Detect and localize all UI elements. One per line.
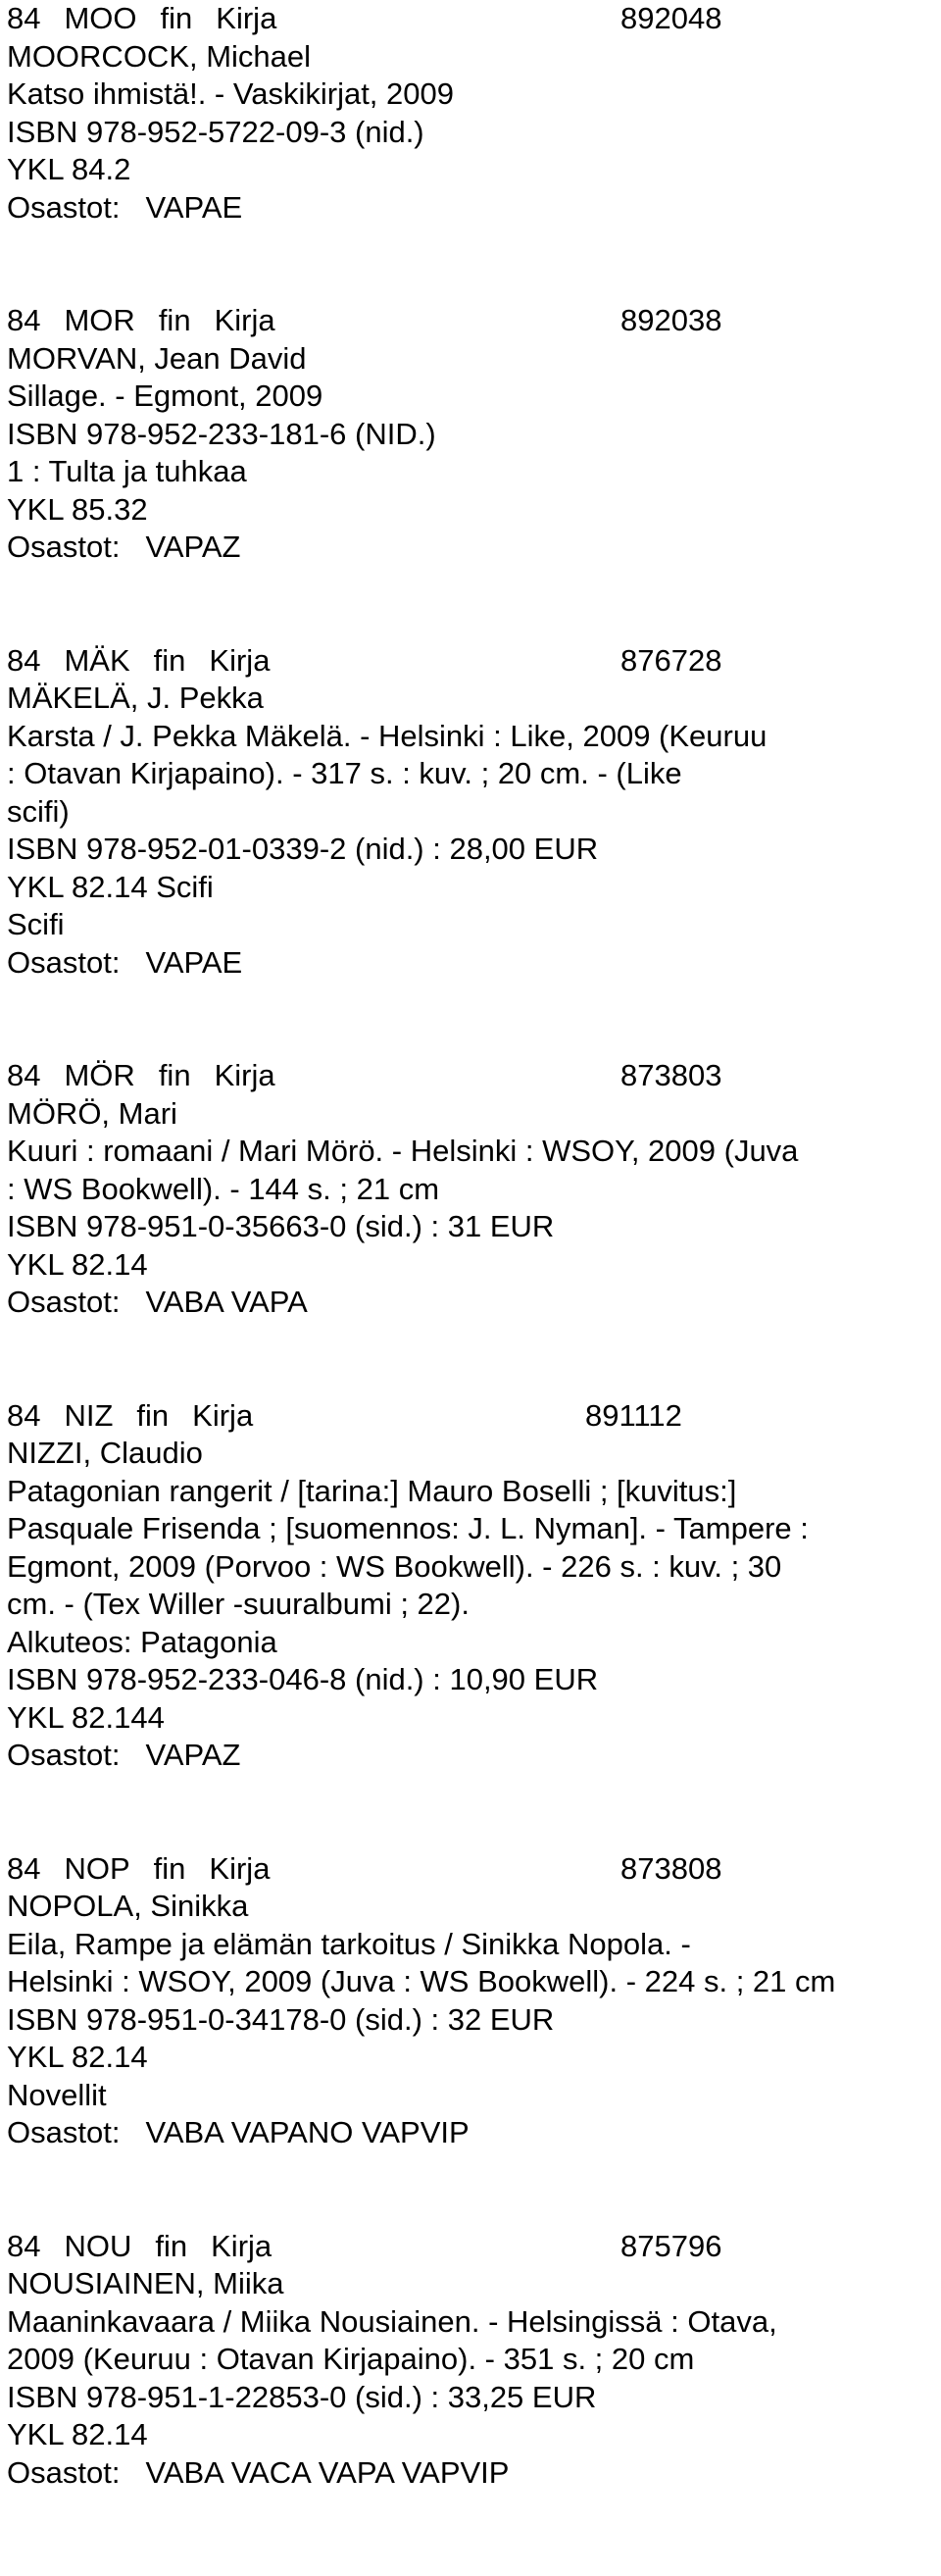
record-shelf-code: NOP xyxy=(64,1850,130,1886)
record-line: ISBN 978-952-5722-09-3 (nid.) xyxy=(7,114,424,149)
record-line: MÖRÖ, Mari xyxy=(7,1095,177,1131)
record-id: 891112 xyxy=(585,1397,682,1433)
osastot-label: Osastot: xyxy=(7,189,121,225)
record-class: 84 xyxy=(7,642,41,678)
record-class: 84 xyxy=(7,1397,41,1433)
record-line: ISBN 978-952-01-0339-2 (nid.) : 28,00 EUR xyxy=(7,832,599,866)
osastot-value: VABA VAPANO VAPVIP xyxy=(145,2115,470,2149)
record-class: 84 xyxy=(7,1058,41,1092)
record-osastot xyxy=(7,1284,938,1322)
record-line: cm. - (Tex Willer -suuralbumi ; 22). xyxy=(7,1587,470,1621)
record-header xyxy=(7,302,938,340)
catalog-record xyxy=(7,0,938,227)
record-material-type: Kirja xyxy=(216,1,277,35)
osastot-value: VAPAE xyxy=(145,944,243,980)
record-shelf-code: MOO xyxy=(64,1,137,35)
catalog-record xyxy=(7,642,938,983)
record-spacer xyxy=(7,567,938,642)
osastot-label: Osastot: xyxy=(7,2115,121,2149)
record-line: 1 : Tulta ja tuhkaa xyxy=(7,454,247,488)
record-material-type: Kirja xyxy=(211,2228,272,2263)
record-line: YKL 82.14 Scifi xyxy=(7,869,214,904)
record-shelf-code: NIZ xyxy=(64,1397,114,1433)
record-header xyxy=(7,1850,938,1889)
osastot-value: VAPAE xyxy=(145,189,243,225)
record-language: fin xyxy=(136,1397,170,1433)
record-line: scifi) xyxy=(7,793,70,829)
record-osastot xyxy=(7,529,938,567)
record-line: Katso ihmistä!. - Vaskikirjat, 2009 xyxy=(7,76,454,111)
record-line: Novellit xyxy=(7,2077,107,2112)
record-osastot xyxy=(7,1737,938,1775)
record-line: ISBN 978-951-1-22853-0 (sid.) : 33,25 EUR xyxy=(7,2379,597,2414)
record-header xyxy=(7,1057,938,1095)
record-line: YKL 82.14 xyxy=(7,1246,148,1282)
record-language: fin xyxy=(153,642,186,678)
osastot-label: Osastot: xyxy=(7,2454,121,2490)
record-shelf-code: MOR xyxy=(64,303,135,337)
osastot-value: VAPAZ xyxy=(145,530,241,564)
record-material-type: Kirja xyxy=(192,1397,254,1433)
catalog-record xyxy=(7,302,938,567)
osastot-value: VABA VACA VAPA VAPVIP xyxy=(145,2454,510,2490)
record-material-type: Kirja xyxy=(209,1850,271,1886)
record-class: 84 xyxy=(7,303,41,337)
record-id: 875796 xyxy=(620,2228,722,2263)
record-material-type: Kirja xyxy=(214,1058,275,1092)
record-line: ISBN 978-951-0-35663-0 (sid.) : 31 EUR xyxy=(7,1209,555,1243)
osastot-label: Osastot: xyxy=(7,530,121,564)
catalog-record xyxy=(7,1397,938,1775)
record-language: fin xyxy=(153,1850,186,1886)
catalog-page xyxy=(7,0,938,2492)
record-spacer xyxy=(7,982,938,1057)
record-header xyxy=(7,1397,938,1436)
record-line: Scifi xyxy=(7,907,65,941)
record-line: ISBN 978-951-0-34178-0 (sid.) : 32 EUR xyxy=(7,2001,555,2037)
record-line: YKL 84.2 xyxy=(7,152,131,186)
record-material-type: Kirja xyxy=(209,642,271,678)
record-shelf-code: NOU xyxy=(64,2228,132,2263)
record-line: YKL 82.144 xyxy=(7,1699,165,1735)
record-osastot xyxy=(7,2114,938,2152)
osastot-label: Osastot: xyxy=(7,1285,121,1319)
record-line: ISBN 978-952-233-181-6 (NID.) xyxy=(7,416,436,451)
record-line: Alkuteos: Patagonia xyxy=(7,1624,277,1659)
record-line: Egmont, 2009 (Porvoo : WS Bookwell). - 226 s. : kuv. ; 30 xyxy=(7,1548,782,1584)
record-line: NIZZI, Claudio xyxy=(7,1436,203,1470)
record-spacer xyxy=(7,1775,938,1850)
record-osastot xyxy=(7,2454,938,2493)
record-line: Pasquale Frisenda ; [suomennos: J. L. Nyman]. - Tampere : xyxy=(7,1511,809,1545)
record-line: YKL 82.14 xyxy=(7,2417,148,2451)
catalog-record xyxy=(7,1057,938,1322)
record-line: MÄKELÄ, J. Pekka xyxy=(7,681,264,715)
record-shelf-code: MÄK xyxy=(64,642,130,678)
record-id: 876728 xyxy=(620,642,722,678)
record-line: YKL 82.14 xyxy=(7,2040,148,2074)
osastot-value: VABA VAPA xyxy=(145,1285,308,1319)
record-language: fin xyxy=(160,1,193,35)
record-language: fin xyxy=(155,2228,188,2263)
record-line: Kuuri : romaani / Mari Mörö. - Helsinki : WSOY, 2009 (Juva xyxy=(7,1134,799,1168)
record-language: fin xyxy=(158,303,191,337)
record-spacer xyxy=(7,227,938,302)
record-line: : Otavan Kirjapaino). - 317 s. : kuv. ; 20 cm. - (Like xyxy=(7,756,682,790)
record-osastot xyxy=(7,189,938,227)
record-material-type: Kirja xyxy=(214,303,275,337)
record-id: 892038 xyxy=(620,303,722,337)
record-line: Eila, Rampe ja elämän tarkoitus / Sinikka Nopola. - xyxy=(7,1926,691,1961)
record-id: 892048 xyxy=(620,1,722,35)
record-line: 2009 (Keuruu : Otavan Kirjapaino). - 351 s. ; 20 cm xyxy=(7,2342,695,2376)
osastot-label: Osastot: xyxy=(7,1738,121,1772)
record-line: ISBN 978-952-233-046-8 (nid.) : 10,90 EUR xyxy=(7,1662,599,1696)
record-line: : WS Bookwell). - 144 s. ; 21 cm xyxy=(7,1171,440,1206)
osastot-label: Osastot: xyxy=(7,944,121,980)
record-line: Helsinki : WSOY, 2009 (Juva : WS Bookwell). - 224 s. ; 21 cm xyxy=(7,1964,836,1998)
record-header xyxy=(7,0,938,38)
record-id: 873808 xyxy=(620,1850,722,1886)
record-line: NOUSIAINEN, Miika xyxy=(7,2266,284,2300)
catalog-record xyxy=(7,2228,938,2493)
record-line: NOPOLA, Sinikka xyxy=(7,1889,249,1923)
record-language: fin xyxy=(158,1058,191,1092)
record-line: Sillage. - Egmont, 2009 xyxy=(7,379,323,413)
record-header xyxy=(7,642,938,681)
record-line: Maaninkavaara / Miika Nousiainen. - Helsingissä : Otava, xyxy=(7,2303,777,2339)
record-header xyxy=(7,2228,938,2266)
record-osastot xyxy=(7,944,938,983)
record-line: MORVAN, Jean David xyxy=(7,340,307,376)
record-spacer xyxy=(7,2152,938,2228)
record-line: YKL 85.32 xyxy=(7,491,148,527)
record-spacer xyxy=(7,1322,938,1397)
record-class: 84 xyxy=(7,1850,41,1886)
record-class: 84 xyxy=(7,1,41,35)
record-shelf-code: MÖR xyxy=(64,1058,135,1092)
record-line: Patagonian rangerit / [tarina:] Mauro Boselli ; [kuvitus:] xyxy=(7,1473,737,1508)
record-line: MOORCOCK, Michael xyxy=(7,38,312,74)
osastot-value: VAPAZ xyxy=(145,1738,241,1772)
catalog-record xyxy=(7,1850,938,2152)
record-class: 84 xyxy=(7,2228,41,2263)
record-id: 873803 xyxy=(620,1058,722,1092)
record-line: Karsta / J. Pekka Mäkelä. - Helsinki : Like, 2009 (Keuruu xyxy=(7,718,768,753)
